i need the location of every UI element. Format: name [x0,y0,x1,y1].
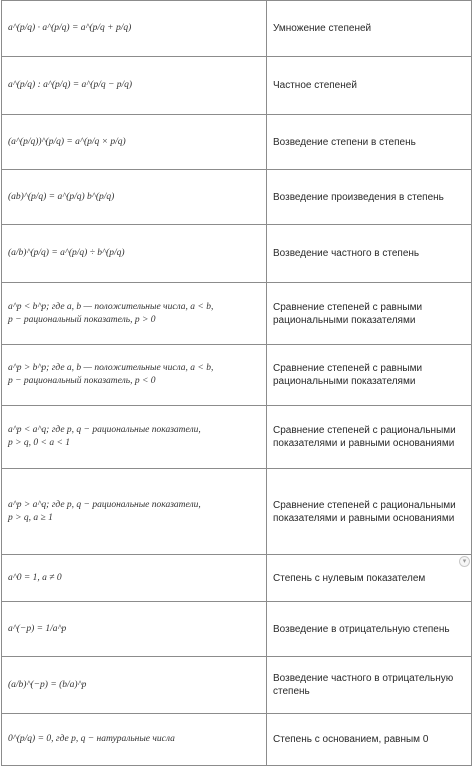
formula-cell [2,170,267,225]
description-cell: Возведение произведения в степень [267,170,472,225]
table-row [2,1,472,57]
table-row [2,283,472,345]
formula-cell [2,345,267,406]
formula-text: 0^(p/q) = 0, где p, q − натуральные числа [8,734,175,744]
description-cell: Степень с основанием, равным 0 [267,714,472,766]
description-cell: Сравнение степеней с рациональными показателями и равными основаниями [267,406,472,469]
formula-cell [2,406,267,469]
table-row [2,469,472,555]
formula-text: a^0 = 1, a ≠ 0 [8,572,62,583]
table-row [2,602,472,657]
formula-cell [2,555,267,602]
table-row [2,345,472,406]
description-cell: Сравнение степеней с рациональными показателями и равными основаниями [267,469,472,555]
formula-cell [2,115,267,170]
formula-cell [2,1,267,57]
formula-cell [2,225,267,283]
formula-cell [2,57,267,115]
formula-cell [2,283,267,345]
description-cell: Умножение степеней [267,1,472,57]
table-row [2,57,472,115]
formula-text: (a/b)^(p/q) = a^(p/q) ÷ b^(p/q) [8,248,125,258]
formula-text: (a^(p/q))^(p/q) = a^(p/q × p/q) [8,136,126,147]
formula-text: (a/b)^(−p) = (b/a)^p [8,679,87,690]
table-row [2,714,472,766]
formula-line-2: p − рациональный показатель, p < 0 [8,376,156,386]
formula-cell [2,657,267,714]
table-row [2,115,472,170]
description-cell: Возведение частного в степень [267,225,472,283]
description-cell: Возведение в отрицательную степень [267,602,472,657]
formula-text: a^(p/q) : a^(p/q) = a^(p/q − p/q) [8,80,133,90]
table-row [2,406,472,469]
formula-line-1: a^p > b^p; где a, b — положительные числа, a < b, [8,363,214,373]
description-cell: Сравнение степеней с равными рациональными показателями [267,345,472,406]
formula-cell [2,602,267,657]
table-row [2,555,472,602]
formula-line-1: a^p < a^q; где p, q − рациональные показатели, [8,425,201,435]
description-cell: Частное степеней [267,57,472,115]
formula-line-1: a^p > a^q; где p, q − рациональные показатели, [8,499,201,510]
table-row [2,170,472,225]
description-cell: Возведение частного в отрицательную степень [267,657,472,714]
formula-line-1: a^p < b^p; где a, b — положительные числа, a < b, [8,301,214,312]
formula-cell [2,469,267,555]
properties-table [1,0,472,766]
description-cell: Степень с нулевым показателем [267,555,472,602]
formula-line-2: p − рациональный показатель, p > 0 [8,314,156,325]
formula-text: a^(−p) = 1/a^p [8,623,67,634]
formula-cell [2,714,267,766]
formula-line-2: p > q, 0 < a < 1 [8,438,70,448]
table-row [2,657,472,714]
formula-text: a^(p/q) · a^(p/q) = a^(p/q + p/q) [8,23,132,33]
formula-text: (ab)^(p/q) = a^(p/q) b^(p/q) [8,191,115,202]
table-row [2,225,472,283]
formula-line-2: p > q, a ≥ 1 [8,512,53,523]
chevron-down-icon[interactable]: ▾ [459,556,470,567]
description-cell: Возведение степени в степень [267,115,472,170]
description-cell: Сравнение степеней с равными рациональными показателями [267,283,472,345]
